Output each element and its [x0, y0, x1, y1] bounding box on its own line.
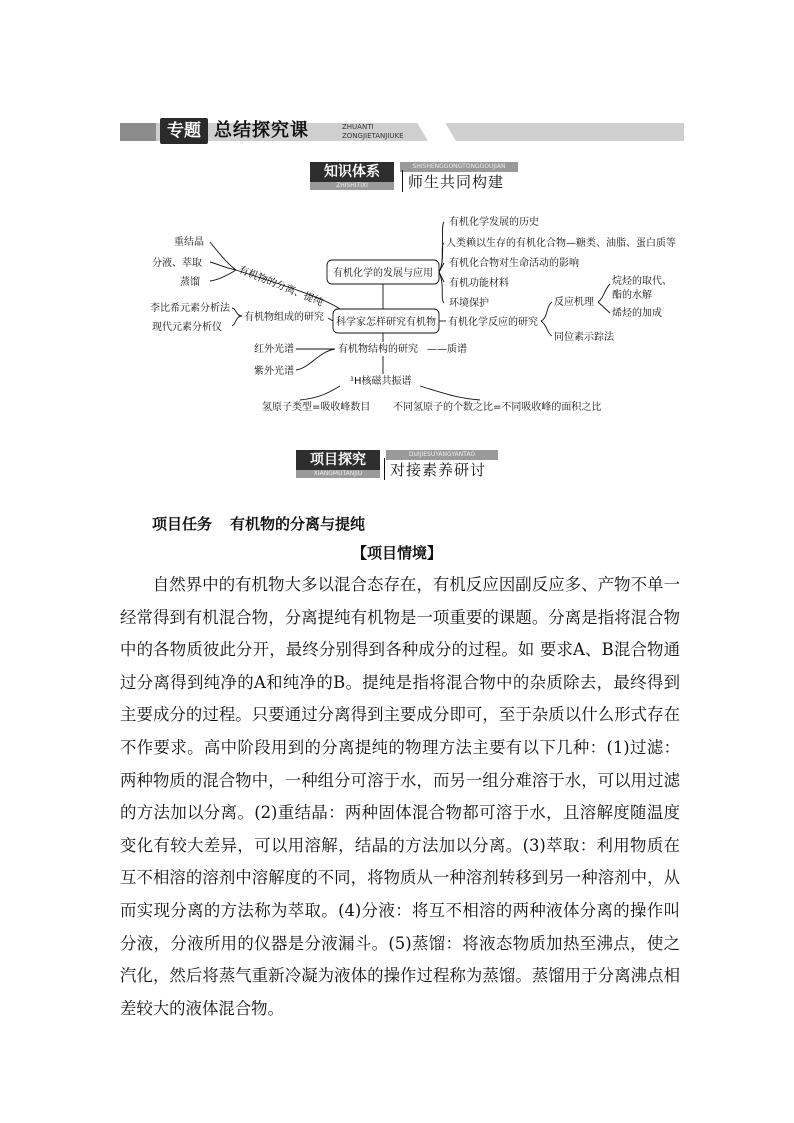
mechanism-item-3: 烯烃的加成: [612, 308, 662, 319]
mechanism-item-2: 酯的水解: [612, 290, 652, 301]
upper-item-4: 有机功能材料: [449, 278, 509, 289]
section-title: 项目探究: [296, 450, 380, 470]
isotope-label: 同位素示踪法: [554, 332, 614, 343]
task-title: 有机物的分离与提纯: [230, 515, 366, 533]
separation-item-3: 蒸馏: [180, 277, 200, 288]
nmr-label: ¹H核磁共振谱: [350, 376, 412, 387]
mechanism-item-1: 烷烃的取代、: [612, 276, 672, 287]
body-text: [120, 569, 680, 1025]
section-title: 知识体系: [310, 162, 394, 182]
ir-label: 红外光谱: [254, 344, 294, 355]
banner-pinyin-line1: ZHUANTI: [342, 123, 374, 131]
mass-spec: 质谱: [447, 344, 467, 355]
section-pinyin-top: DUIJIESUYANGYANTAO: [386, 450, 498, 460]
upper-item-3: 有机化合物对生命活动的影响: [449, 258, 579, 269]
reaction-branch: 有机化学反应的研究: [448, 317, 538, 328]
section-pinyin-bottom: XIANGMUTANJIU: [296, 470, 380, 478]
mechanism-label: 反应机理: [554, 297, 594, 308]
mindmap-upper-box: 有机化学的发展与应用: [333, 268, 433, 279]
nmr-right: 不同氢原子的个数之比=不同吸收峰的面积之比: [393, 402, 602, 413]
composition-item-2: 现代元素分析仪: [152, 322, 222, 333]
nmr-left: 氢原子类型=吸收峰数目: [262, 402, 371, 413]
composition-branch: 有机物组成的研究: [244, 312, 324, 323]
banner-badge: 专题: [160, 118, 208, 144]
structure-branch: 有机物结构的研究: [338, 344, 418, 355]
task-heading: [152, 513, 383, 534]
section-subtitle: 师生共同构建: [408, 173, 505, 191]
upper-item-5: 环境保护: [449, 298, 489, 309]
upper-item-2: 人类赖以生存的有机化合物—糖类、油脂、蛋白质等: [446, 238, 676, 249]
upper-item-1: 有机化学发展的历史: [449, 217, 539, 228]
uv-label: 紫外光谱: [254, 366, 294, 377]
section-subtitle: 对接素养研讨: [390, 461, 487, 479]
separation-branch: 有机物的分离、提纯: [236, 264, 325, 309]
mindmap-center: 科学家怎样研究有机物: [336, 317, 436, 328]
section-divider: [384, 458, 385, 480]
section-heading-project: [296, 450, 506, 482]
banner-pinyin-line2: ZONGJIETANJIUKE: [342, 132, 404, 140]
body-paragraph: 自然界中的有机物大多以混合态存在，有机反应因副反应多、产物不单一经常得到有机混合物，分离提纯有机物是一项重要的课题。分离是指将混合物中的各物质彼此分开，最终分别得到各种成分的过程。如 要求A、B混合物通过分离得到纯净的A和纯净的B。提纯是指将混合物中的杂质除去，最终得到主要成分的过程。只要通过分离得到主要成分即可，至于杂质以什么形式存在不作要求。高中阶段用到的分离提纯的物理方法主要有以下几种：(1)过滤：两种物质的混合物中，一种组分可溶于水，而另一组分难溶于水，可以用过滤的方法加以分离。(2)重结晶：两种固体混合物都可溶于水，且溶解度随温度变化有较大差异，可以用溶解，结晶的方法加以分离。(3)萃取：利用物质在互不相溶的溶剂中溶解度的不同，将物质从一种溶剂转移到另一种溶剂中，从而实现分离的方法称为萃取。(4)分液：将互不相溶的两种液体分离的操作叫分液，分液所用的仪器是分液漏斗。(5)蒸馏：将液态物质加热至沸点，使之汽化，然后将蒸气重新冷凝为液体的操作过程称为蒸馏。蒸馏用于分离沸点相差较大的液体混合物。: [120, 575, 680, 1018]
separation-item-1: 重结晶: [174, 237, 204, 248]
section-pinyin-top: SHISHENGGONGTONGGOUJIAN: [400, 162, 518, 172]
task-label: 项目任务: [152, 515, 213, 533]
knowledge-mindmap: [0, 0, 794, 430]
banner-title: 总结探究课: [214, 120, 309, 141]
composition-item-1: 李比希元素分析法: [150, 303, 230, 314]
mass-spec-label: ——: [427, 344, 447, 355]
scene-title: 【项目情境】: [351, 544, 442, 562]
separation-item-2: 分液、萃取: [152, 258, 202, 269]
section-pinyin-bottom: ZHISHITIXI: [310, 182, 394, 190]
